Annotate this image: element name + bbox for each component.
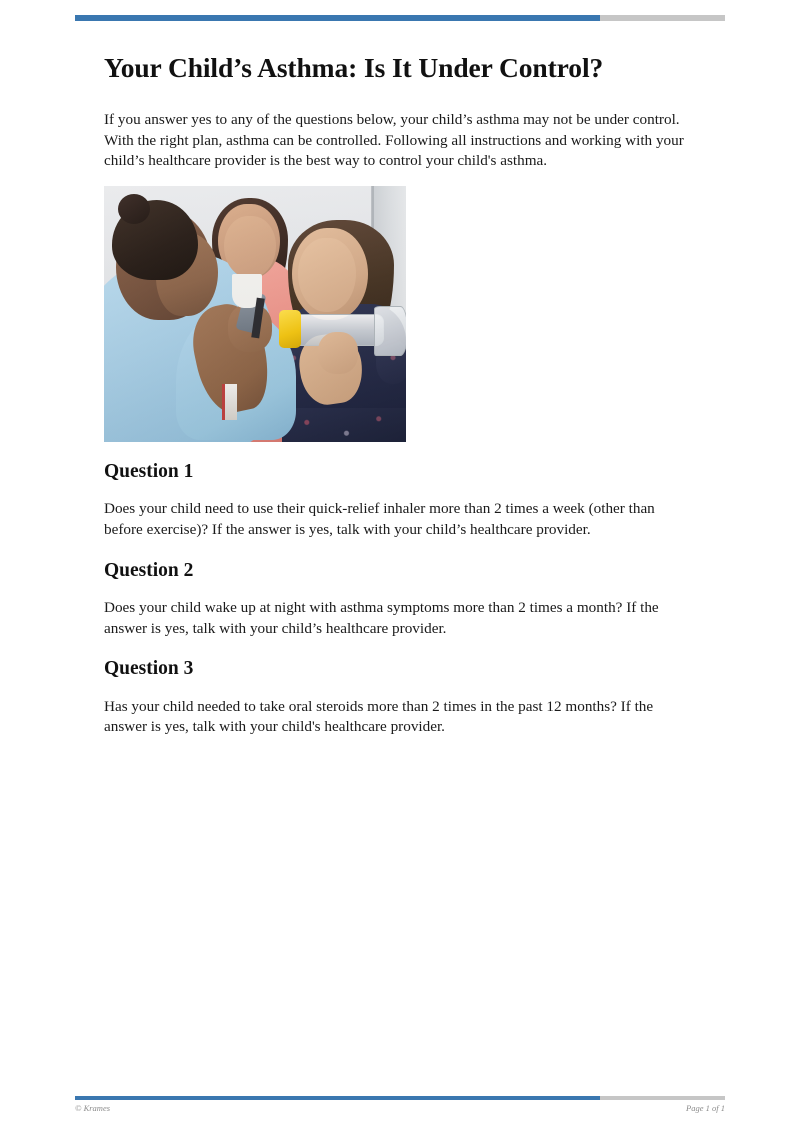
footer-rule bbox=[75, 1096, 725, 1100]
question-3-heading: Question 3 bbox=[104, 658, 194, 680]
photo-nurse-hair-bun bbox=[118, 194, 150, 224]
footer-rule-blue-segment bbox=[75, 1096, 600, 1100]
photo-girl-hand bbox=[318, 332, 358, 374]
document-content bbox=[104, 52, 696, 744]
intro-paragraph: If you answer yes to any of the questions below, your child’s asthma may not be under control. With the right plan, asthma can be controlled. Following all instructions and working with your child’s healthcare provider is the best way to control your child's asthma. bbox=[104, 110, 684, 170]
photo-badge bbox=[222, 384, 237, 420]
question-2-heading: Question 2 bbox=[104, 559, 194, 581]
question-1-body: Does your child need to use their quick-relief inhaler more than 2 times a week (other than before exercise)? If the answer is yes, talk with your child’s healthcare provider. bbox=[104, 500, 655, 538]
photo-mother-face bbox=[224, 216, 276, 278]
header-rule bbox=[75, 15, 725, 21]
footer-copyright: © Krames bbox=[75, 1103, 111, 1113]
photo-illustration bbox=[104, 186, 406, 442]
photo-girl-skirt bbox=[282, 408, 406, 442]
footer bbox=[75, 1103, 725, 1113]
footer-rule-gray-segment bbox=[600, 1096, 725, 1100]
question-2-body: Does your child wake up at night with asthma symptoms more than 2 times a month? If the answer is yes, talk with your child’s healthcare provider. bbox=[104, 599, 659, 637]
photo-spacer-yellow-cap bbox=[279, 310, 301, 348]
page-title: Your Child’s Asthma: Is It Under Control? bbox=[104, 52, 604, 83]
article-photo bbox=[104, 186, 406, 442]
header-rule-gray-segment bbox=[600, 15, 725, 21]
photo-spacer-mask bbox=[374, 306, 406, 356]
photo-girl-face bbox=[298, 238, 356, 312]
question-3-body: Has your child needed to take oral steroids more than 2 times in the past 12 months? If the answer is yes, talk with your child's healthcare provider. bbox=[104, 697, 654, 736]
header-rule-blue-segment bbox=[75, 15, 600, 21]
footer-page-number: Page 1 of 1 bbox=[686, 1103, 725, 1113]
question-1-heading: Question 1 bbox=[104, 460, 194, 482]
